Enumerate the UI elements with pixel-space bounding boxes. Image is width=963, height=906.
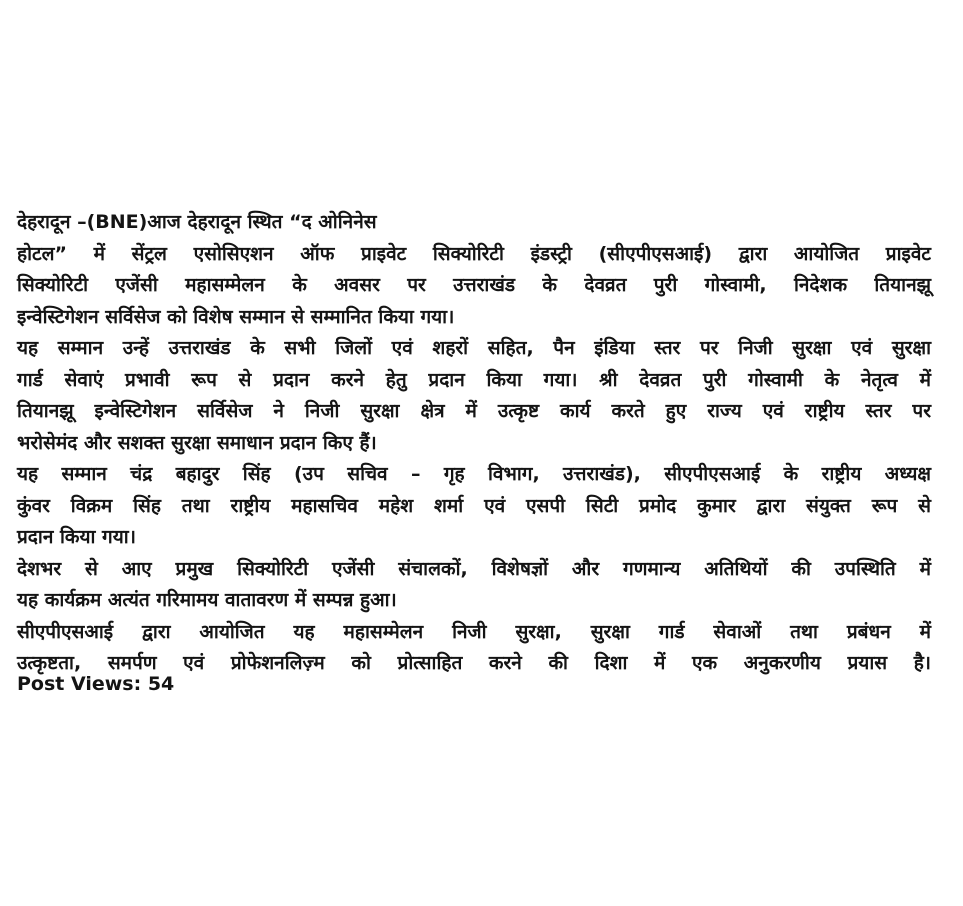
article-line: देशभर से आए प्रमुख सिक्योरिटी एजेंसी संचालकों, विशेषज्ञों और गणमान्य अतिथियों की उपस्थिति में: [17, 557, 931, 580]
article-line: सीएपीएसआई द्वारा आयोजित यह महासम्मेलन निजी सुरक्षा, सुरक्षा गार्ड सेवाओं तथा प्रबंधन में: [17, 620, 931, 643]
article-line: कुंवर विक्रम सिंह तथा राष्ट्रीय महासचिव महेश शर्मा एवं एसपी सिटी प्रमोद कुमार द्वारा संयुक्त रूप से: [17, 494, 931, 517]
article-line: होटल” में सेंट्रल एसोसिएशन ऑफ प्राइवेट सिक्योरिटी इंडस्ट्री (सीएपीएसआई) द्वारा आयोजित प्राइवेट: [17, 242, 931, 265]
article-line: तियानझू इन्वेस्टिगेशन सर्विसेज ने निजी सुरक्षा क्षेत्र में उत्कृष्ट कार्य करते हुए राज्य एवं राष्ट्रीय स्तर पर: [17, 400, 931, 422]
article-line: यह सम्मान उन्हें उत्तराखंड के सभी जिलों एवं शहरों सहित, पैन इंडिया स्तर पर निजी सुरक्षा एवं सुरक्षा: [17, 337, 931, 359]
article-line: यह कार्यक्रम अत्यंत गरिमामय वातावरण में सम्पन्न हुआ।: [17, 589, 397, 611]
article-body: [17, 207, 931, 680]
post-views-text: Post Views: 54: [17, 673, 175, 695]
article-line: देहरादून –(BNE)आज देहरादून स्थित “द ओनिनेस: [17, 211, 377, 233]
article-line: यह सम्मान चंद्र बहादुर सिंह (उप सचिव – गृह विभाग, उत्तराखंड), सीएपीएसआई के राष्ट्रीय अध्यक्ष: [17, 463, 931, 485]
article-line: गार्ड सेवाएं प्रभावी रूप से प्रदान करने हेतु प्रदान किया गया। श्री देवव्रत पुरी गोस्वामी के नेतृत्व में: [17, 368, 931, 391]
article-line: भरोसेमंद और सशक्त सुरक्षा समाधान प्रदान किए हैं।: [17, 431, 377, 454]
article-line: सिक्योरिटी एजेंसी महासम्मेलन के अवसर पर उत्तराखंड के देवव्रत पुरी गोस्वामी, निदेशक तियानझू: [17, 274, 931, 296]
article-line: उत्कृष्टता, समर्पण एवं प्रोफेशनलिज़्म को प्रोत्साहित करने की दिशा में एक अनुकरणीय प्रयास है।: [17, 652, 931, 674]
post-views-counter: [17, 673, 317, 696]
article-line: इन्वेस्टिगेशन सर्विसेज को विशेष सम्मान से सम्मानित किया गया।: [17, 305, 455, 328]
article-line: प्रदान किया गया।: [17, 526, 136, 548]
